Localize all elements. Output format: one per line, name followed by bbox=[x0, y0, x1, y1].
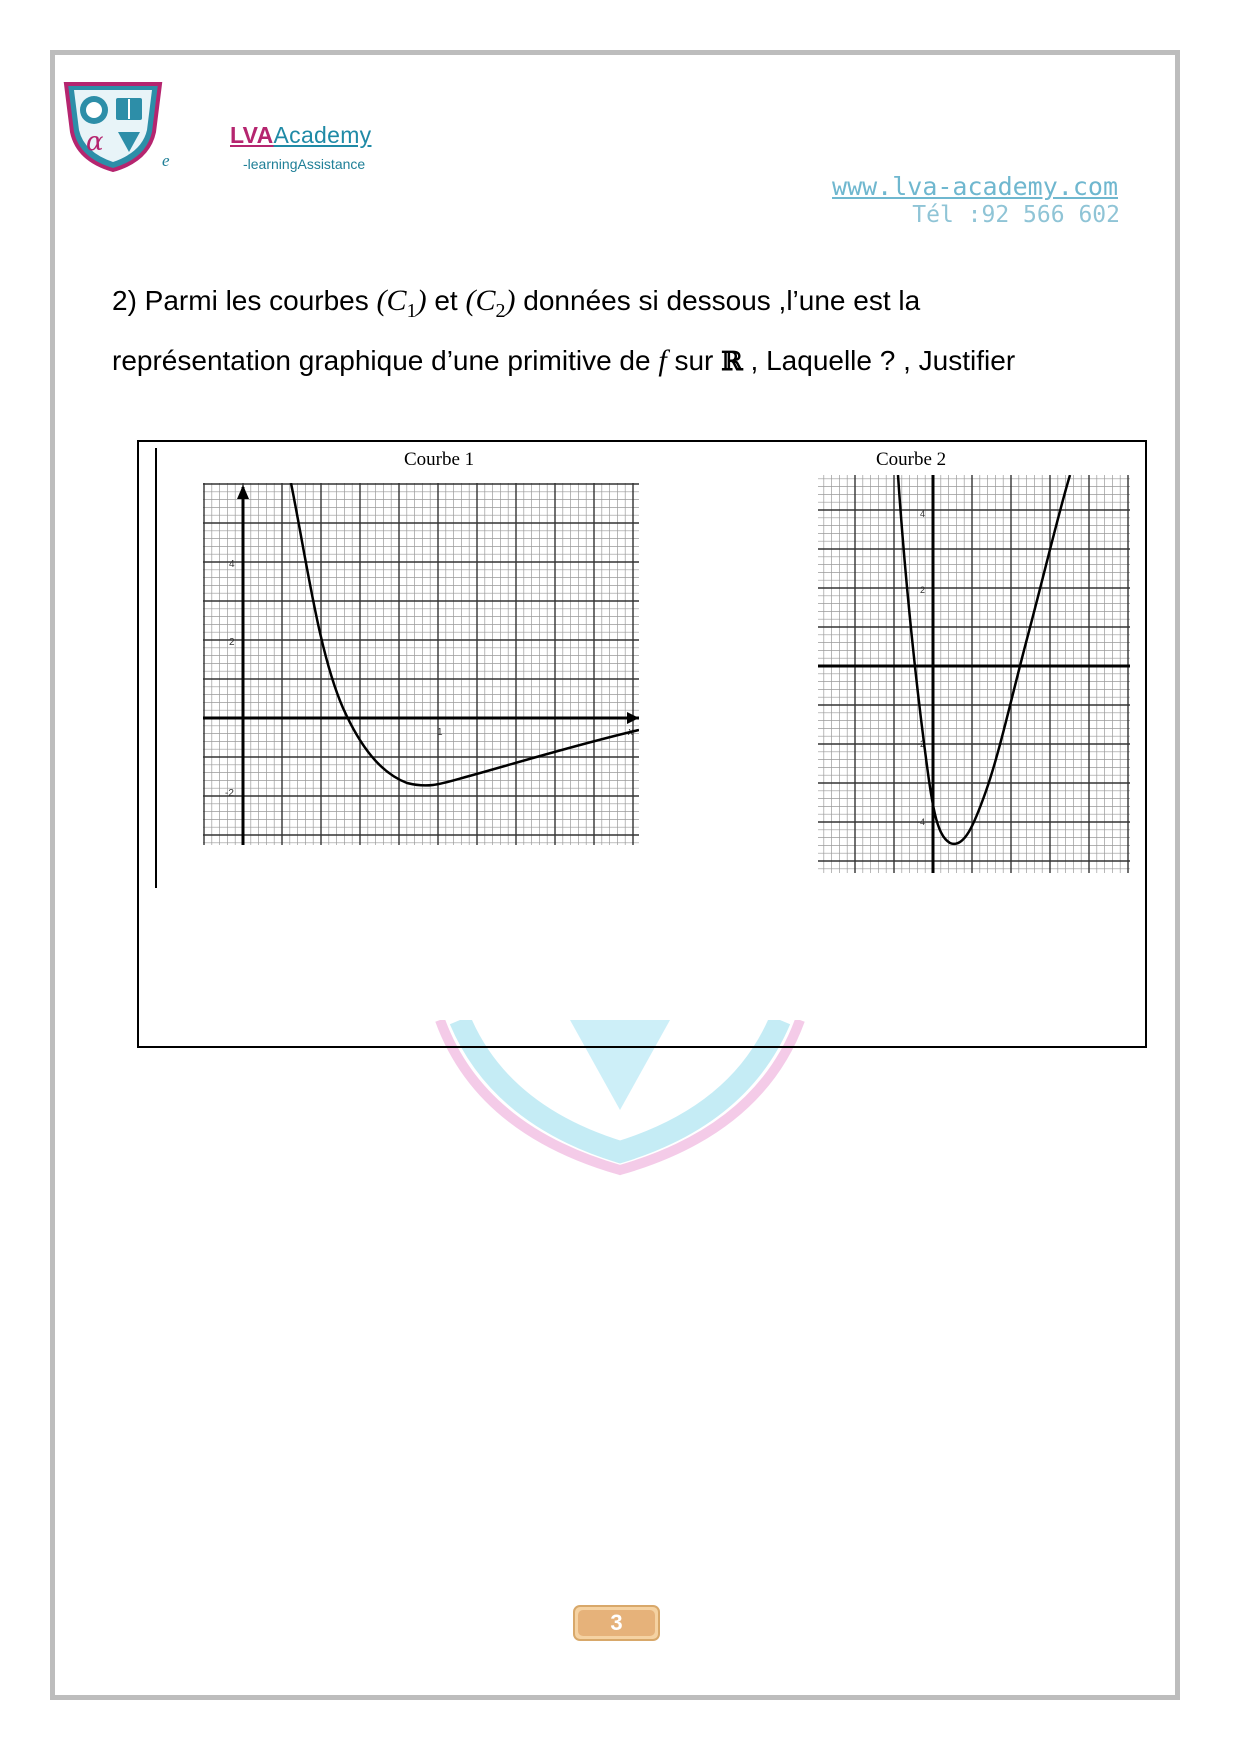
lva-logo-icon bbox=[58, 80, 168, 172]
question-sur: sur bbox=[666, 345, 722, 376]
question-line-2 bbox=[112, 343, 1015, 380]
courbe-2-y-tick-4: 4 bbox=[920, 509, 926, 519]
curve-c1-label: $(C_1)$ bbox=[376, 284, 427, 322]
question-line1-end: données si dessous ,l’une est la bbox=[515, 285, 921, 316]
page-number: 3 bbox=[610, 1610, 623, 1635]
svg-text:α: α bbox=[86, 127, 104, 157]
chart-title-courbe-1: Courbe 1 bbox=[404, 449, 475, 470]
courbe-1-y-tick-2: 2 bbox=[229, 637, 235, 648]
graph-courbe-2 bbox=[818, 475, 1130, 873]
question-line2-end: , Laquelle ? , Justifier bbox=[742, 345, 1016, 376]
courbe-2-y-tick-2: 2 bbox=[920, 585, 926, 595]
brand-lva: LVA bbox=[230, 122, 274, 148]
curve-c2-label: $(C_2)$ bbox=[465, 284, 516, 322]
chart-title-courbe-2: Courbe 2 bbox=[876, 449, 947, 470]
courbe-2-y-tick-minus2: -2 bbox=[917, 739, 926, 749]
left-rule bbox=[155, 448, 157, 888]
page-number-badge bbox=[573, 1605, 660, 1641]
website-link[interactable]: www.lva-academy.com bbox=[832, 172, 1118, 201]
brand-academy: Academy bbox=[273, 122, 372, 148]
question-intro: 2) Parmi les courbes bbox=[112, 285, 377, 316]
brand-subtitle: -learningAssistance bbox=[243, 156, 366, 172]
reals-symbol: ℝ bbox=[721, 347, 743, 377]
function-f-symbol: f bbox=[658, 344, 667, 377]
brand-name bbox=[230, 122, 371, 149]
brand-e-letter: e bbox=[162, 151, 170, 170]
courbe-1-x-label: x bbox=[628, 726, 634, 738]
courbe-1-x-tick-1: 1 bbox=[437, 727, 443, 738]
courbe-1-y-tick-minus2: -2 bbox=[225, 788, 234, 799]
question-line2-start: représentation graphique d’une primitive de bbox=[112, 345, 659, 376]
question-line-1 bbox=[112, 283, 920, 329]
phone-number: Tél :92 566 602 bbox=[912, 202, 1120, 228]
question-et: et bbox=[426, 285, 466, 316]
courbe-1-y-tick-4: 4 bbox=[229, 559, 235, 570]
courbe-2-y-tick-minus4: -4 bbox=[917, 817, 926, 827]
graph-courbe-1 bbox=[203, 483, 639, 845]
